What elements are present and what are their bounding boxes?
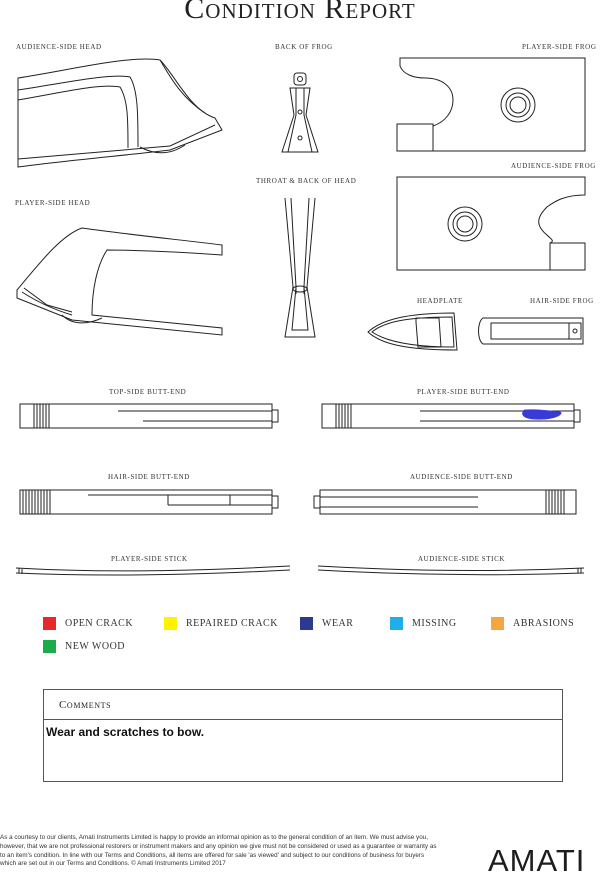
- audience-side-head-diagram: [10, 55, 230, 175]
- headplate-diagram: [366, 310, 461, 355]
- hair-side-frog-diagram: [475, 316, 587, 348]
- label-audience-side-frog: AUDIENCE-SIDE FROG: [511, 162, 596, 170]
- label-hair-side-frog: HAIR-SIDE FROG: [530, 297, 594, 305]
- label-throat-back-of-head: THROAT & BACK OF HEAD: [256, 177, 357, 185]
- label-player-side-frog: PLAYER-SIDE FROG: [522, 43, 597, 51]
- label-audience-side-stick: AUDIENCE-SIDE STICK: [418, 555, 506, 563]
- top-side-butt-end-diagram: [18, 401, 280, 431]
- footer-disclaimer: As a courtesy to our clients, Amati Instruments Limited is happy to provide an informal opinion as to the general condition of an item. We must advise you, however, that we are not professional restorers or instrument makers and any opinion we give must not be considered or used as a guarantee or warranty as to an item's condition. In line with our Terms and Conditions, all items are offered for sale 'as viewed' and subject to our conditions of business for buyers which are set out in our Terms and Conditions. © Amati Instruments Limited 2017: [0, 834, 437, 868]
- legend-swatch: [390, 617, 403, 630]
- audience-side-stick-diagram: [316, 563, 588, 579]
- page-title: Condition Report: [184, 0, 416, 25]
- brand-logo: AMATI: [488, 843, 586, 878]
- label-player-side-stick: PLAYER-SIDE STICK: [111, 555, 188, 563]
- label-player-side-butt-end: PLAYER-SIDE BUTT-END: [417, 388, 510, 396]
- comments-text[interactable]: Wear and scratches to bow.: [46, 725, 205, 739]
- legend-open-crack: [43, 617, 133, 630]
- label-audience-side-butt-end: AUDIENCE-SIDE BUTT-END: [410, 473, 513, 481]
- hair-side-butt-end-diagram: [18, 487, 280, 517]
- legend-repaired-crack: [164, 617, 278, 630]
- legend-swatch: [491, 617, 504, 630]
- label-audience-side-head: AUDIENCE-SIDE HEAD: [16, 43, 102, 51]
- legend-label: NEW WOOD: [65, 641, 126, 652]
- legend-label: WEAR: [322, 618, 354, 629]
- legend-wear: [300, 617, 353, 630]
- player-side-head-diagram: [12, 220, 227, 340]
- legend-label: ABRASIONS: [513, 618, 575, 629]
- player-side-frog-diagram: [395, 56, 590, 156]
- legend-label: OPEN CRACK: [65, 618, 134, 629]
- audience-side-butt-end-diagram: [318, 487, 580, 517]
- legend-missing: [390, 617, 457, 630]
- comments-heading: Comments: [44, 690, 562, 720]
- legend-label: REPAIRED CRACK: [186, 618, 278, 629]
- legend-new-wood: [43, 640, 125, 653]
- label-back-of-frog: BACK OF FROG: [275, 43, 333, 51]
- legend-label: MISSING: [412, 618, 457, 629]
- back-of-frog-diagram: [278, 70, 322, 155]
- comments-box: [43, 689, 563, 782]
- player-side-butt-end-diagram: [320, 401, 582, 431]
- label-player-side-head: PLAYER-SIDE HEAD: [15, 199, 91, 207]
- label-headplate: HEADPLATE: [417, 297, 463, 305]
- legend-swatch: [43, 617, 56, 630]
- label-hair-side-butt-end: HAIR-SIDE BUTT-END: [108, 473, 190, 481]
- audience-side-frog-diagram: [395, 175, 590, 275]
- legend-swatch: [300, 617, 313, 630]
- legend-swatch: [43, 640, 56, 653]
- label-top-side-butt-end: TOP-SIDE BUTT-END: [109, 388, 187, 396]
- legend-swatch: [164, 617, 177, 630]
- player-side-stick-diagram: [14, 563, 294, 579]
- throat-back-of-head-diagram: [280, 195, 320, 345]
- legend-abrasions: [491, 617, 574, 630]
